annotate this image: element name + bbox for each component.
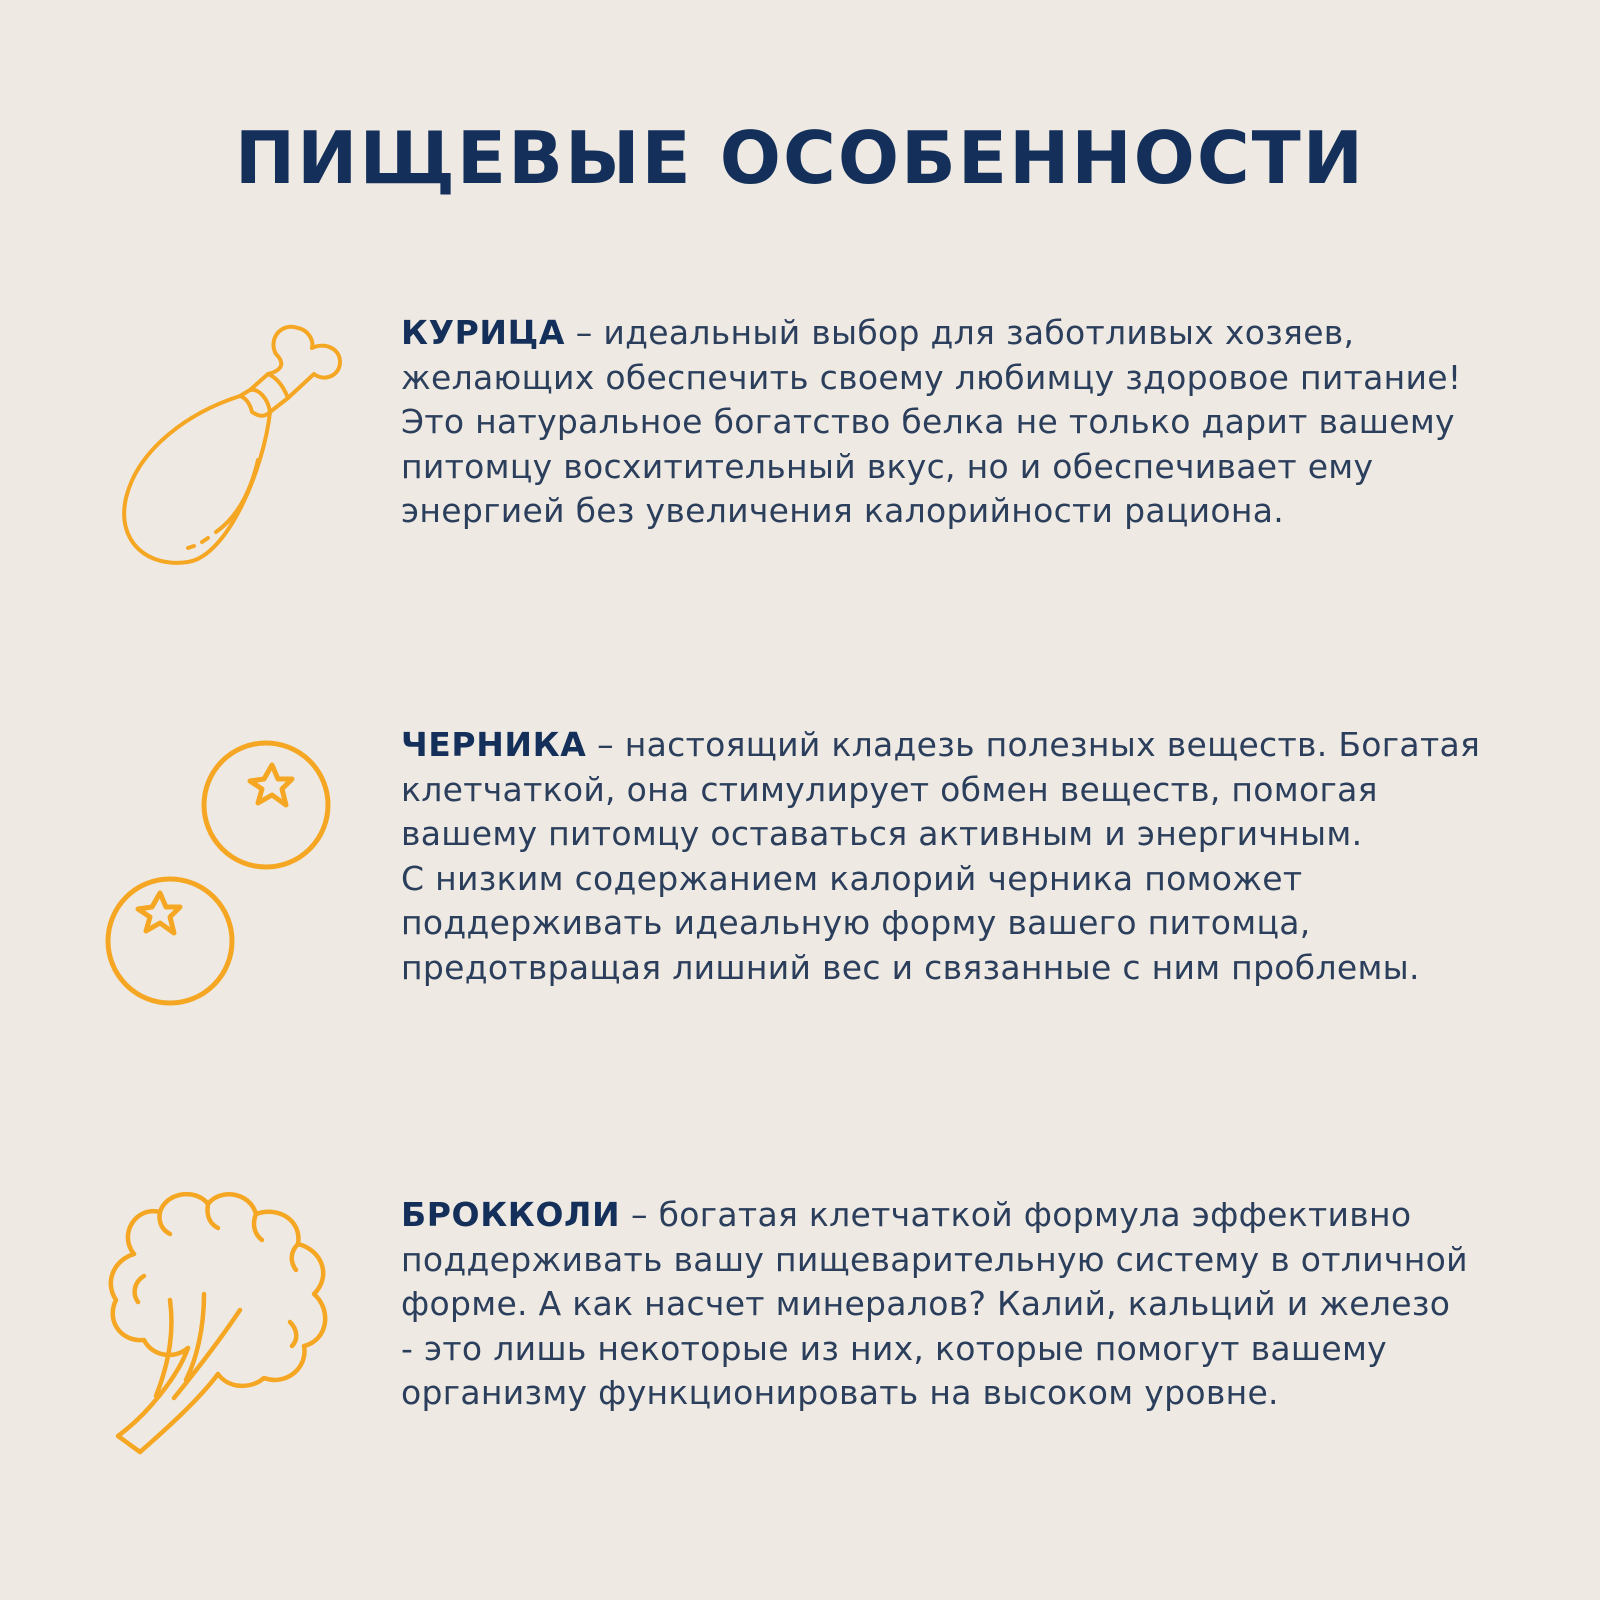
broccoli-line-2: поддерживать вашу пищеварительную систему в отличной: [401, 1239, 1468, 1279]
blueberry-name: ЧЕРНИКА: [401, 725, 587, 764]
blueberry-description: [401, 723, 1501, 990]
chicken-name: КУРИЦА: [401, 313, 565, 352]
page-title: ПИЩЕВЫЕ ОСОБЕННОСТИ: [234, 116, 1366, 200]
chicken-line-3: Это натуральное богатство белка не только дарит вашему: [401, 402, 1455, 441]
chicken-leg-icon: [118, 318, 358, 578]
blueberry-line-6: предотвращая лишний вес и связанные с ним проблемы.: [401, 947, 1420, 987]
blueberry-line-1: – настоящий кладезь полезных веществ. Богатая: [586, 725, 1481, 764]
chicken-line-5: энергией без увеличения калорийности рациона.: [401, 491, 1285, 530]
blueberry-line-4: С низким содержанием калорий черника поможет: [401, 858, 1303, 898]
broccoli-name: БРОККОЛИ: [401, 1195, 621, 1234]
blueberry-icon: [100, 735, 340, 1015]
broccoli-line-1: – богатая клетчаткой формула эффективно: [620, 1195, 1412, 1234]
chicken-line-4: питомцу восхитительный вкус, но и обеспечивает ему: [401, 446, 1374, 486]
blueberry-line-3: вашему питомцу оставаться активным и энергичным.: [401, 814, 1363, 853]
broccoli-line-3: форме. А как насчет минералов? Калий, кальций и железо: [401, 1284, 1451, 1323]
broccoli-icon: [100, 1190, 350, 1460]
broccoli-description: [401, 1193, 1501, 1416]
chicken-line-2: желающих обеспечить своему любимцу здоровое питание!: [401, 357, 1462, 397]
chicken-description: [401, 311, 1501, 534]
blueberry-line-2: клетчаткой, она стимулирует обмен веществ, помогая: [401, 769, 1378, 809]
broccoli-line-4: - это лишь некоторые из них, которые помогут вашему: [401, 1328, 1387, 1368]
blueberry-line-5: поддерживать идеальную форму вашего питомца,: [401, 903, 1311, 942]
chicken-line-1: – идеальный выбор для заботливых хозяев,: [564, 313, 1355, 352]
broccoli-line-5: организму функционировать на высоком уровне.: [401, 1373, 1279, 1412]
